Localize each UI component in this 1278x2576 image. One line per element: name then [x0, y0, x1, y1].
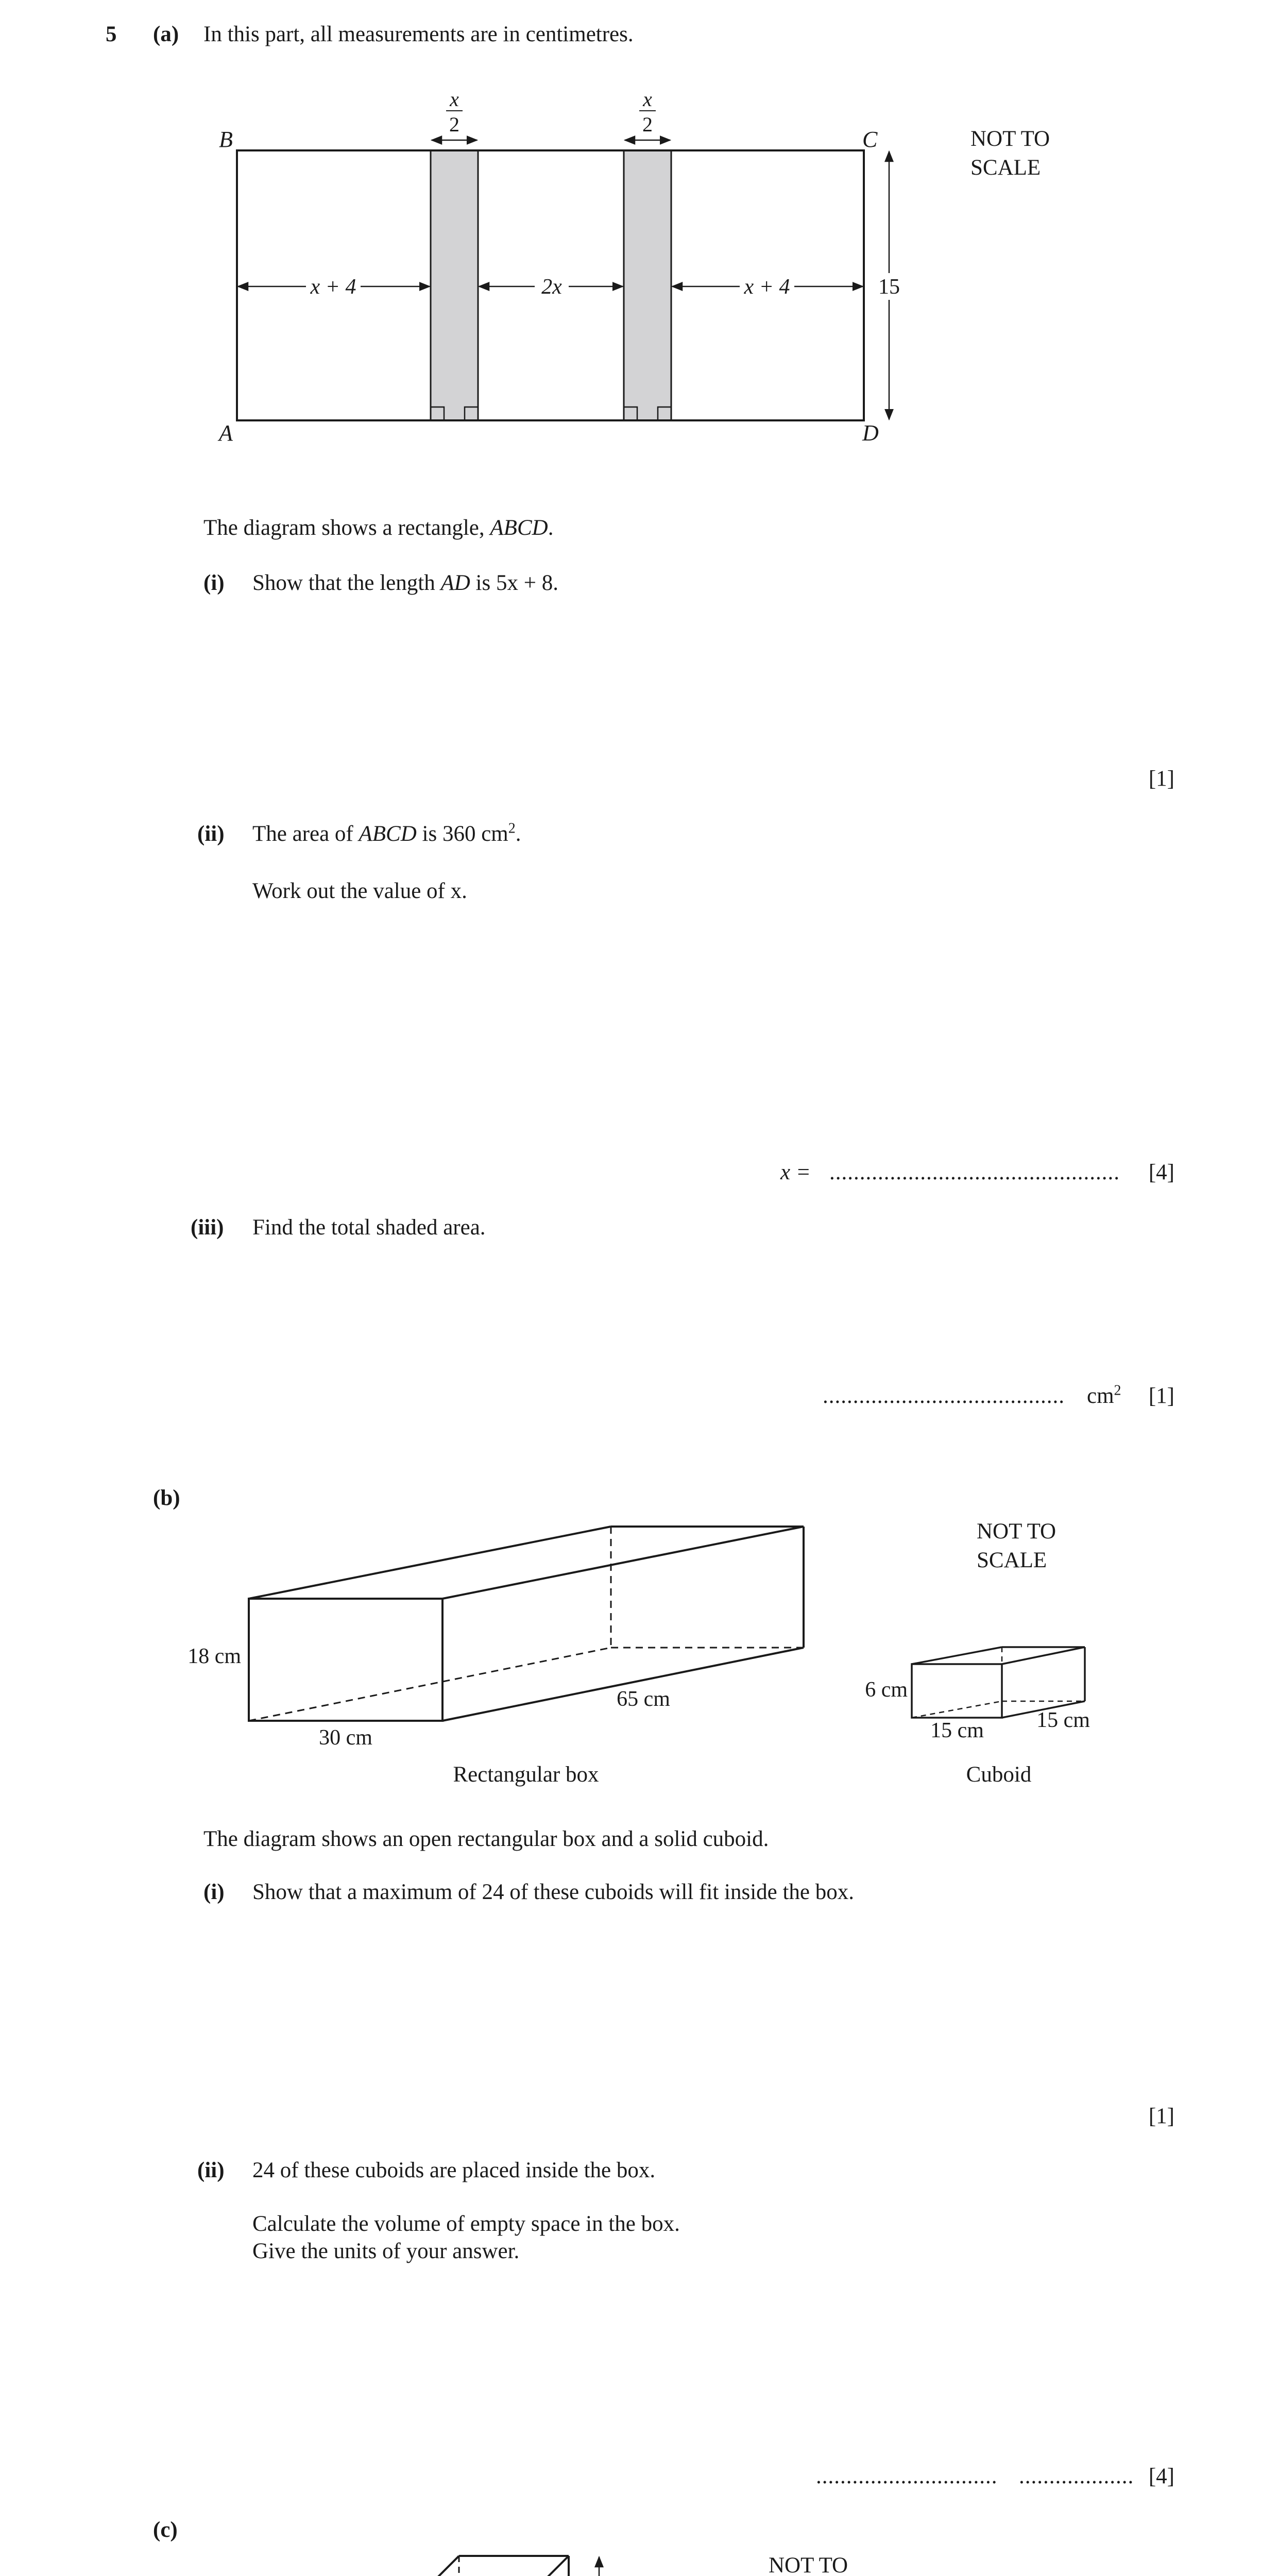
middle-width-label: 2x [541, 275, 562, 299]
not-to-scale-b-line2: SCALE [977, 1548, 1047, 1572]
part-a-ii-answer-line[interactable]: ................................................ [829, 1160, 1120, 1184]
part-a-ii-line1: The area of ABCD is 360 $cm^2$. [252, 820, 521, 846]
part-a-i-text: Show that the length AD is 5x + 8. [252, 571, 558, 595]
shaded-width-numerator-left: x [450, 88, 459, 111]
part-a-iii-text: Find the total shaded area. [252, 1215, 486, 1240]
part-a-iii-marks: [1] [1148, 1384, 1174, 1408]
vertex-a: A [219, 420, 233, 446]
not-to-scale-a-line1: NOT TO [970, 127, 1050, 151]
vertex-d: D [862, 420, 879, 446]
box-height-label: 18 cm [188, 1645, 241, 1668]
part-b-description: The diagram shows an open rectangular box and a solid cuboid. [203, 1827, 769, 1851]
part-a-ii-answer-label: x = [780, 1160, 811, 1184]
part-b-ii-marks: [4] [1148, 2464, 1174, 2488]
question-number: 5 [106, 22, 117, 46]
part-a-iii-unit: $cm^2$ [1087, 1382, 1121, 1408]
not-to-scale-a-line2: SCALE [970, 156, 1041, 180]
left-width-label: x + 4 [310, 275, 356, 299]
box-length-label: 65 cm [617, 1687, 670, 1711]
box-width-label: 30 cm [319, 1726, 372, 1750]
part-b-label: (b) [153, 1486, 180, 1510]
part-a-label: (a) [153, 22, 179, 46]
part-a-i-marks: [1] [1148, 767, 1174, 791]
part-c-label: (c) [153, 2518, 178, 2542]
cuboid-width-label: 15 cm [930, 1719, 984, 1742]
part-b-ii-answer-units[interactable]: ................... [1019, 2464, 1134, 2488]
part-b-ii-label: (ii) [197, 2158, 225, 2182]
cuboid-height-label: 6 cm [865, 1678, 908, 1702]
shaded-width-denominator-left: 2 [449, 113, 459, 136]
right-width-label: x + 4 [744, 275, 790, 299]
part-a-iii-label: (iii) [191, 1215, 224, 1240]
vertex-c: C [862, 127, 878, 152]
shaded-width-denominator-right: 2 [642, 113, 653, 136]
cube-drawing [423, 2556, 569, 2576]
part-a-iii-answer-line[interactable]: ........................................ [823, 1384, 1065, 1408]
part-a-i-label: (i) [203, 571, 225, 595]
shaded-width-numerator-right: x [643, 88, 652, 111]
not-to-scale-b-line1: NOT TO [977, 1519, 1057, 1544]
part-a-ii-line2: Work out the value of x. [252, 879, 467, 903]
cuboid-depth-label: 15 cm [1036, 1708, 1090, 1732]
part-a-description: The diagram shows a rectangle, ABCD. [203, 516, 554, 540]
part-a-ii-label: (ii) [197, 822, 225, 846]
vertex-b: B [219, 127, 233, 152]
part-b-ii-answer-value[interactable]: .............................. [816, 2464, 998, 2488]
part-b-ii-line1: 24 of these cuboids are placed inside the box. [252, 2158, 656, 2182]
part-a-intro: In this part, all measurements are in centimetres. [203, 22, 634, 46]
part-b-ii-line2: Calculate the volume of empty space in the box. [252, 2212, 680, 2236]
part-b-i-marks: [1] [1148, 2104, 1174, 2128]
part-a-ii-marks: [4] [1148, 1160, 1174, 1184]
box-caption: Rectangular box [453, 1762, 599, 1787]
part-b-i-label: (i) [203, 1880, 225, 1904]
part-b-ii-line3: Give the units of your answer. [252, 2239, 520, 2263]
height-label: 15 [878, 275, 900, 299]
cuboid-caption: Cuboid [966, 1762, 1032, 1787]
part-b-i-text: Show that a maximum of 24 of these cuboids will fit inside the box. [252, 1880, 855, 1904]
not-to-scale-c-line1: NOT TO [769, 2553, 848, 2576]
